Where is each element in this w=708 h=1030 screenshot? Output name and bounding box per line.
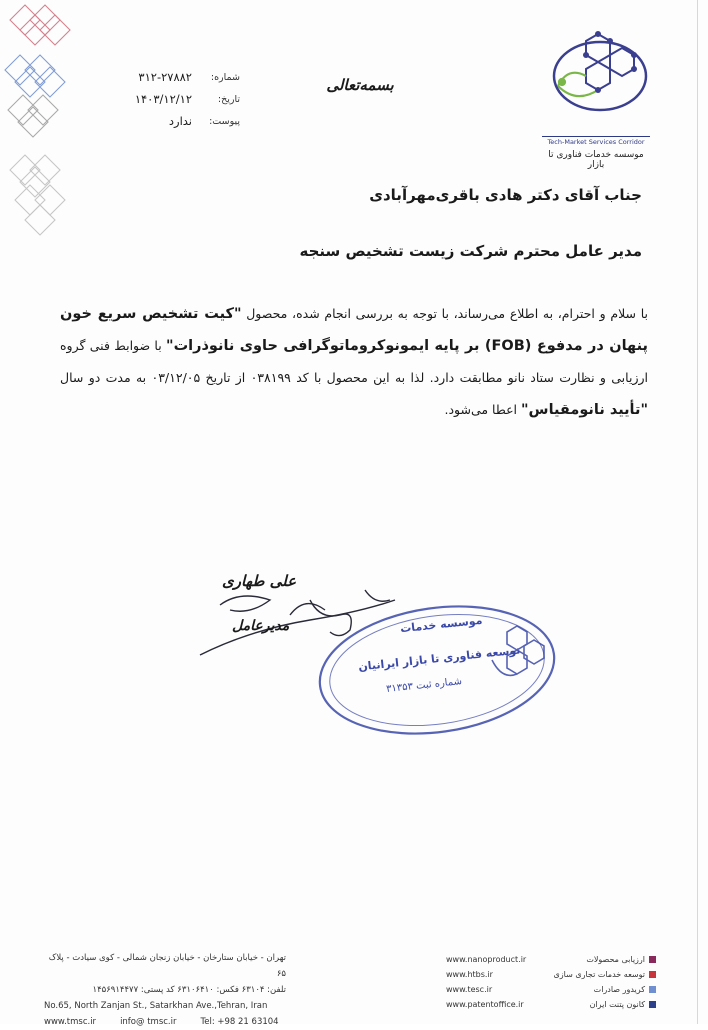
letter-meta	[110, 66, 240, 132]
footer-address-persian: تهران - خیابان ستارخان - خیابان زنجان شمالی - کوی سیادت - پلاک ۶۵	[48, 953, 286, 979]
footer-contacts	[44, 1014, 294, 1030]
footer-phones-persian: تلفن: ۶۳۱۰۴ فکس: ۶۳۱۰۶۴۱۰ کد پستی: ۱۴۵۶۹۱۴۴۷۷	[92, 985, 286, 995]
affiliate-label	[590, 997, 656, 1012]
decorative-diamond-pattern	[0, 0, 80, 260]
product-name: "کیت تشخیص سریع خون پنهان در مدفوع (FOB) بر پایه ایمونوکروماتوگرافی حاوی نانوذرات"	[60, 306, 648, 354]
meta-label: شماره:	[210, 71, 240, 83]
meta-label: تاریخ:	[217, 93, 240, 105]
stamp-text: شماره ثبت ۳۱۳۵۳	[385, 676, 463, 695]
affiliate-row	[446, 952, 656, 967]
logo-name-english: Tech-Market Services Corridor	[542, 136, 650, 146]
footer-contact-info	[44, 950, 294, 1030]
affiliate-url[interactable]: www.htbs.ir	[446, 970, 493, 979]
footer-address-english: No.65, North Zanjan St., Satarkhan Ave.,Tehran, Iran	[44, 1001, 268, 1011]
footer-affiliates	[446, 952, 656, 1012]
body-text-part: با ضوابط فنی گروه ارزیابی و نظارت ستاد نانو مطابقت دارد. لذا به این محصول با کد ۰۳۸۱۹۹ از تاریخ ۰۳/۱۲/۰۵ به مدت دو سال	[60, 338, 648, 385]
addressee-line: جناب آقای دکتر هادی باقری‌مهرآبادی	[369, 186, 642, 204]
basmala-heading: بسمه‌تعالی	[326, 76, 394, 94]
affiliate-label	[594, 982, 656, 997]
body-text-part: با سلام و احترام، به اطلاع می‌رساند، با توجه به بررسی انجام شده، محصول	[241, 306, 649, 321]
footer-tel: Tel: +98 21 63104	[200, 1017, 279, 1027]
square-bullet-icon	[649, 1001, 656, 1008]
meta-value: ندارد	[168, 114, 192, 128]
meta-row-number	[110, 66, 240, 88]
meta-row-date	[110, 88, 240, 110]
affiliate-label-text: کریدور صادرات	[593, 985, 645, 994]
affiliate-label	[554, 967, 656, 982]
stamp-text: موسسه خدمات	[399, 613, 483, 636]
meta-value: ۳۱۲-۲۷۸۸۲	[138, 70, 192, 84]
molecule-logo-icon	[548, 26, 648, 114]
square-bullet-icon	[649, 971, 656, 978]
footer-website-link[interactable]: www.tmsc.ir	[44, 1017, 97, 1027]
footer-email-link[interactable]: info@ tmsc.ir	[120, 1017, 177, 1027]
affiliate-url[interactable]: www.nanoproduct.ir	[446, 955, 527, 964]
affiliate-label-text: کانون پتنت ایران	[589, 1000, 645, 1009]
stamp-text: توسعه فناوری تا بازار ایرانیان	[357, 643, 521, 674]
signer-title: مدیرعامل	[232, 618, 290, 634]
square-bullet-icon	[649, 956, 656, 963]
affiliate-row	[446, 982, 656, 997]
affiliate-row	[446, 967, 656, 982]
body-text-part: اعطا می‌شود.	[444, 402, 521, 417]
addressee-position: مدیر عامل محترم شرکت زیست تشخیص سنجه	[299, 242, 642, 260]
square-bullet-icon	[649, 986, 656, 993]
meta-value: ۱۴۰۳/۱۲/۱۲	[134, 92, 192, 106]
affiliate-label	[586, 952, 656, 967]
signer-name: علی طهاری	[222, 572, 297, 590]
organization-logo	[540, 26, 650, 170]
affiliate-row	[446, 997, 656, 1012]
affiliate-label-text: توسعه خدمات تجاری سازی	[553, 970, 645, 979]
page-edge-line	[697, 0, 698, 1024]
letter-body	[60, 298, 648, 426]
approval-name: "تأیید نانومقیاس"	[521, 402, 648, 418]
meta-row-attachment	[110, 110, 240, 132]
affiliate-url[interactable]: www.patentoffice.ir	[446, 1000, 524, 1009]
meta-label: پیوست:	[209, 115, 240, 127]
affiliate-label-text: ارزیابی محصولات	[586, 955, 645, 964]
logo-name-persian: موسسه خدمات فناوری تا بازار	[548, 150, 644, 170]
affiliate-url[interactable]: www.tesc.ir	[446, 985, 493, 994]
